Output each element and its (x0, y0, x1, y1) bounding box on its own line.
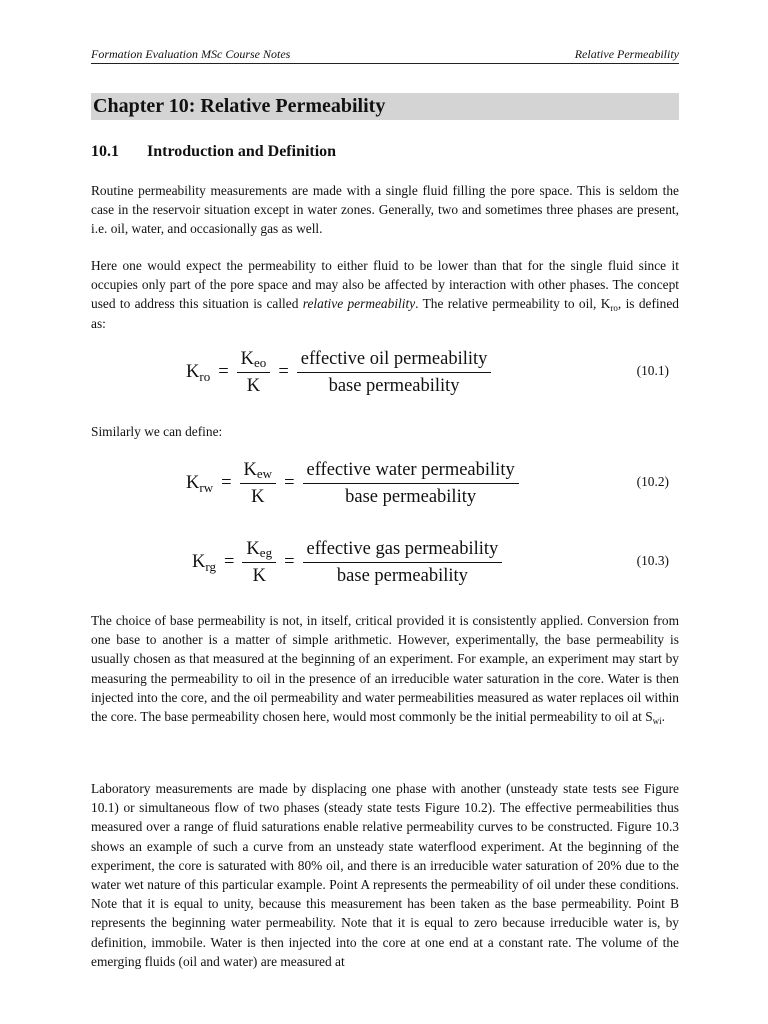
formula (186, 452, 519, 514)
symbol-fraction: $\frac{K_{ew}}{K}$ (240, 457, 277, 510)
equals-sign: = (221, 472, 232, 493)
equation-number: (10.1) (636, 363, 669, 378)
paragraph-definition (91, 256, 679, 333)
equation-number: (10.3) (636, 553, 669, 568)
text-run: , is defined as: (91, 296, 679, 331)
equation-10-1 (91, 341, 679, 403)
lhs-symbol: $K_{rw}$ (186, 472, 214, 495)
word-fraction: $\frac{\text{effective oil permeability}}{\text{base permeability}}$ (297, 346, 492, 399)
text-run: . The relative permeability to oil, K (415, 296, 611, 312)
section-number: 10.1 (91, 143, 119, 160)
text-run: . (661, 709, 666, 725)
word-fraction: $\frac{\text{effective water permeability}}{\text{base permeability}}$ (303, 457, 519, 510)
header-course-title: Formation Evaluation MSc Course Notes (91, 47, 291, 61)
subscript: ro (610, 303, 618, 314)
paragraph-base-permeability (91, 611, 679, 726)
paragraph-intro: Routine permeability measurements are made with a single fluid filling the pore space. This is seldom the case in the reservoir situation except in water zones. Generally, two and sometimes three phases are present, i.e. oil, water, and occasionally gas as well. (91, 183, 679, 237)
text-run: The choice of base permeability is not, in itself, critical provided it is consistently applied. Conversion from one base to another is a matter of simple arithmetic. However, experimentally, the base permeability is usually chosen as that measured at the beginning of an experiment. For example, an experiment may start by measuring the permeability to oil in the presence of an irreducible water saturation in the core. Water is then injected into the core, and the oil permeability and water permeabilities measured as water replaces oil within the core. The base permeability chosen here, would most commonly be the initial permeability to oil at S (91, 613, 679, 725)
header-chapter-name: Relative Permeability (574, 47, 679, 61)
equation-10-3 (91, 531, 679, 593)
equals-sign: = (284, 551, 295, 572)
word-fraction: $\frac{\text{effective gas permeability}}{\text{base permeability}}$ (303, 536, 503, 589)
equation-10-2 (91, 452, 679, 514)
text-run: Here one would expect the permeability to either fluid to be lower than that for the single fluid since it occupies only part of the pore space and may also be affected by interaction with other phases. The concept used to address this situation is called (91, 258, 679, 312)
lhs-symbol: $K_{rg}$ (192, 551, 216, 574)
symbol-fraction: $\frac{K_{eg}}{K}$ (242, 536, 276, 589)
equals-sign: = (218, 361, 229, 382)
emphasis-term: relative permeability (302, 296, 416, 312)
section-heading (91, 143, 336, 161)
formula (186, 341, 491, 403)
subscript: wi (652, 716, 662, 727)
equals-sign: = (223, 551, 235, 572)
running-header (91, 46, 679, 64)
section-title: Introduction and Definition (147, 143, 337, 160)
equation-number: (10.2) (636, 474, 669, 489)
equals-sign: = (278, 361, 289, 382)
lhs-symbol: $K_{ro}$ (186, 361, 211, 384)
equals-sign: = (284, 472, 295, 493)
paragraph-laboratory-measurements: Laboratory measurements are made by displacing one phase with another (unsteady state tests see Figure 10.1) or simultaneous flow of two phases (steady state tests Figure 10.2). The effective permeabilities thus measured over a range of fluid saturations enable relative permeability curves to be constructed. Figure 10.3 shows an example of such a curve from an unsteady state waterflood experiment. At the beginning of the experiment, the core is saturated with 80% oil, and there is an irreducible water saturation of 20% due to the water wet nature of this particular example. Point A represents the permeability of oil under these conditions. Note that it is equal to unity, because this measurement has been taken as the base permeability. Point B represents the beginning water permeability. Note that it is equal to zero because irreducible water is, by definition, immobile. Water is then injected into the core at one end at a constant rate. The volume of the emerging fluids (oil and water) are measured at (91, 781, 679, 969)
formula (192, 531, 502, 593)
paragraph-similarly: Similarly we can define: (91, 424, 223, 439)
symbol-fraction: $\frac{K_{eo}}{K}$ (237, 346, 271, 399)
chapter-title: Chapter 10: Relative Permeability (91, 93, 679, 120)
